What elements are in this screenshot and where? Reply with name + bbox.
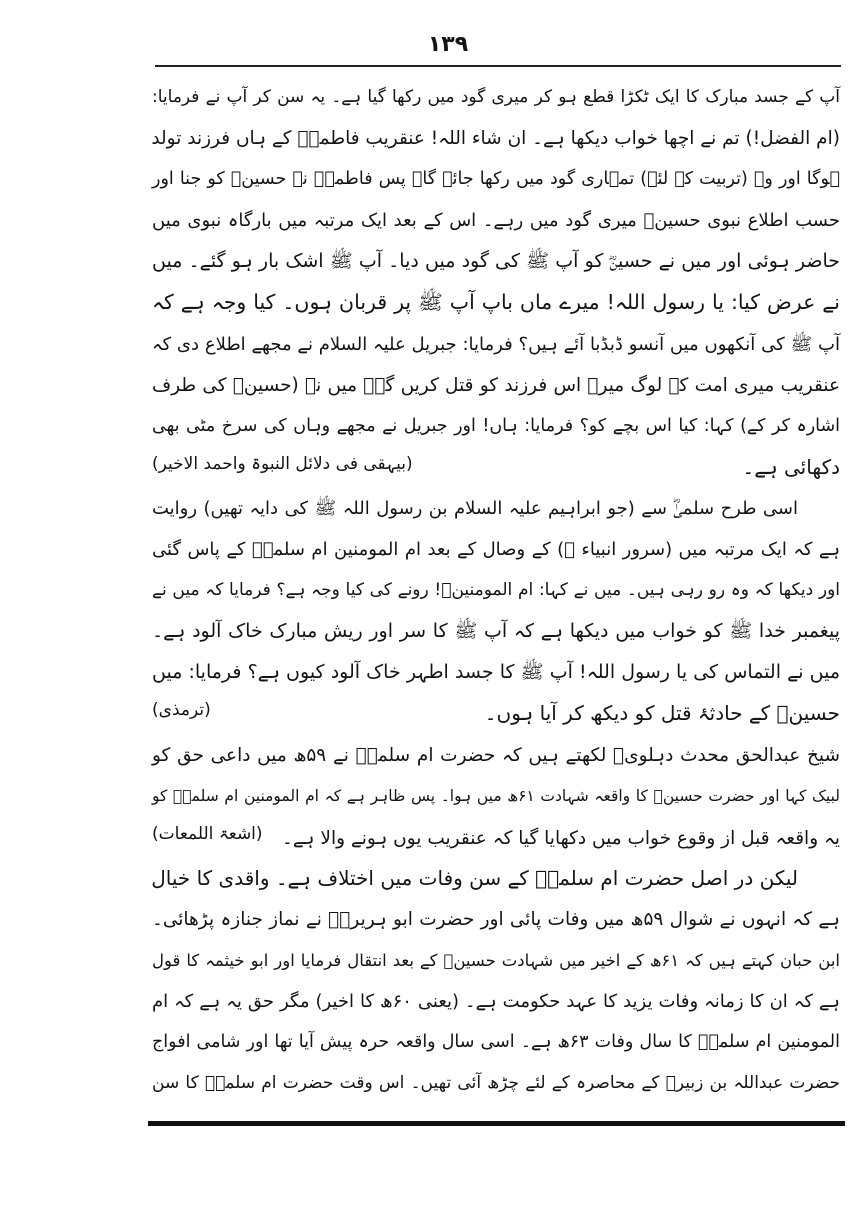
page-number: ۱۳۹ <box>427 32 469 57</box>
paragraph-end-line <box>152 693 840 734</box>
text-line: حسینؓ کے حادثۂ قتل کو دیکھ کر آیا ہوں۔ <box>484 701 840 726</box>
text-line: اسی طرح سلمیٰؓ سے (جو ابراہیم علیہ السلام بن رسول اللہ ﷺ کی دایہ تھیں) روایت <box>152 497 798 519</box>
paragraph-end-line <box>152 447 840 488</box>
text-line: حسب اطلاع نبوی حسینؓ میری گود میں رہے۔ اس کے بعد ایک مرتبہ میں بارگاہ نبوی میں <box>152 210 840 232</box>
text-line: شیخ عبدالحق محدث دہلویؒ لکھتے ہیں کہ حضرت ام سلمہؓ نے ۵۹ھ میں داعی حق کو <box>152 744 840 766</box>
text-line: المومنین ام سلمہؓ کا سال وفات ۶۳ھ ہے۔ اسی سال واقعہ حرہ پیش آیا تھا اور شامی افواج <box>152 1032 840 1053</box>
citation: (ترمذی) <box>152 700 211 721</box>
citation: (اشعۃ اللمعات) <box>152 823 263 844</box>
text-line: ابن حبان کہتے ہیں کہ ۶۱ھ کے اخیر میں شہادت حسینؓ کے بعد انتقال فرمایا اور ابو خیثمہ کا قول <box>152 950 841 970</box>
text-line: ہے کہ ان کا زمانہ وفات یزید کا عہد حکومت ہے۔ (یعنی ۶۰ھ کا اخیر) مگر حق یہ ہے کہ ام <box>152 991 840 1013</box>
text-line: عنقریب میری امت کے لوگ میرے اس فرزند کو قتل کریں گے۔ میں نے (حسینؓ کی طرف <box>152 374 840 396</box>
text-line: حضرت عبداللہ بن زبیرؓ کے محاصرہ کے لئے چڑھ آئی تھیں۔ اس وقت حضرت ام سلمہؓ کا سن <box>152 1073 840 1094</box>
text-line: پیغمبر خدا ﷺ کو خواب میں دیکھا ہے کہ آپ ﷺ کا سر اور ریش مبارک خاک آلود ہے۔ <box>152 620 840 643</box>
text-line: (ام الفضل!) تم نے اچھا خواب دیکھا ہے۔ ان شاء اللہ! عنقریب فاطمہؓ کے ہاں فرزند تولد <box>151 128 840 150</box>
text-line: ہے کہ ایک مرتبہ میں (سرور انبیاء ﷺ) کے وصال کے بعد ام المومنین ام سلمہؓ کے پاس گئی <box>152 539 840 561</box>
text-line: حاضر ہوئی اور میں نے حسینؓ کو آپ ﷺ کی گود میں دیا۔ آپ ﷺ اشک بار ہو گئے۔ میں <box>152 250 840 273</box>
text-line: دکھائی ہے۔ <box>742 454 840 479</box>
citation: (بیہقی فی دلائل النبوۃ واحمد الاخیر) <box>152 453 413 474</box>
text-line: اور دیکھا کہ وہ رو رہی ہیں۔ میں نے کہا: ام المومنینؓ! رونے کی کیا وجہ ہے؟ فرمایا کہ میں نے <box>152 580 840 601</box>
text-line: میں نے التماس کی یا رسول اللہ! آپ ﷺ کا جسد اطہر خاک آلود کیوں ہے؟ فرمایا: میں <box>152 661 840 684</box>
text-line: آپ ﷺ کی آنکھوں میں آنسو ڈبڈبا آئے ہیں؟ فرمایا: جبریل علیہ السلام نے مجھے اطلاع دی کہ <box>152 333 840 355</box>
text-line: آپ کے جسد مبارک کا ایک ٹکڑا قطع ہو کر میری گود میں رکھا گیا ہے۔ یہ سن کر آپ نے فرمایا: <box>152 87 840 107</box>
text-line: لبیک کہا اور حضرت حسینؓ کا واقعہ شہادت ۶۱ھ میں ہوا۔ پس ظاہر ہے کہ ام المومنین ام سلمہؓ کو <box>152 786 840 805</box>
text-line: یہ واقعہ قبل از وقوع خواب میں دکھایا گیا کہ عنقریب یوں ہونے والا ہے۔ <box>282 827 840 849</box>
text-line: ہوگا اور وہ (تربیت کے لئے) تمہاری گود میں رکھا جائے گا۔ پس فاطمہؓ نے حسینؓ کو جنا اور <box>152 169 840 190</box>
text-line: نے عرض کیا: یا رسول اللہ! میرے ماں باپ آپ ﷺ پر قربان ہوں۔ کیا وجہ ہے کہ <box>152 290 840 315</box>
footer-rule <box>148 1121 845 1126</box>
header-rule <box>155 65 841 67</box>
page-body <box>152 77 840 1104</box>
text-line: ہے کہ انہوں نے شوال ۵۹ھ میں وفات پائی اور حضرت ابو ہریرہؓ نے نماز جنازہ پڑھائی۔ <box>152 908 840 930</box>
text-line: اشارہ کر کے) کہا: کیا اس بچے کو؟ فرمایا: ہاں! اور جبریل نے مجھے وہاں کی سرخ مٹی بھی <box>152 415 840 436</box>
paragraph-end-line <box>152 817 840 858</box>
text-line: لیکن در اصل حضرت ام سلمہؓ کے سن وفات میں اختلاف ہے۔ واقدی کا خیال <box>151 865 798 890</box>
